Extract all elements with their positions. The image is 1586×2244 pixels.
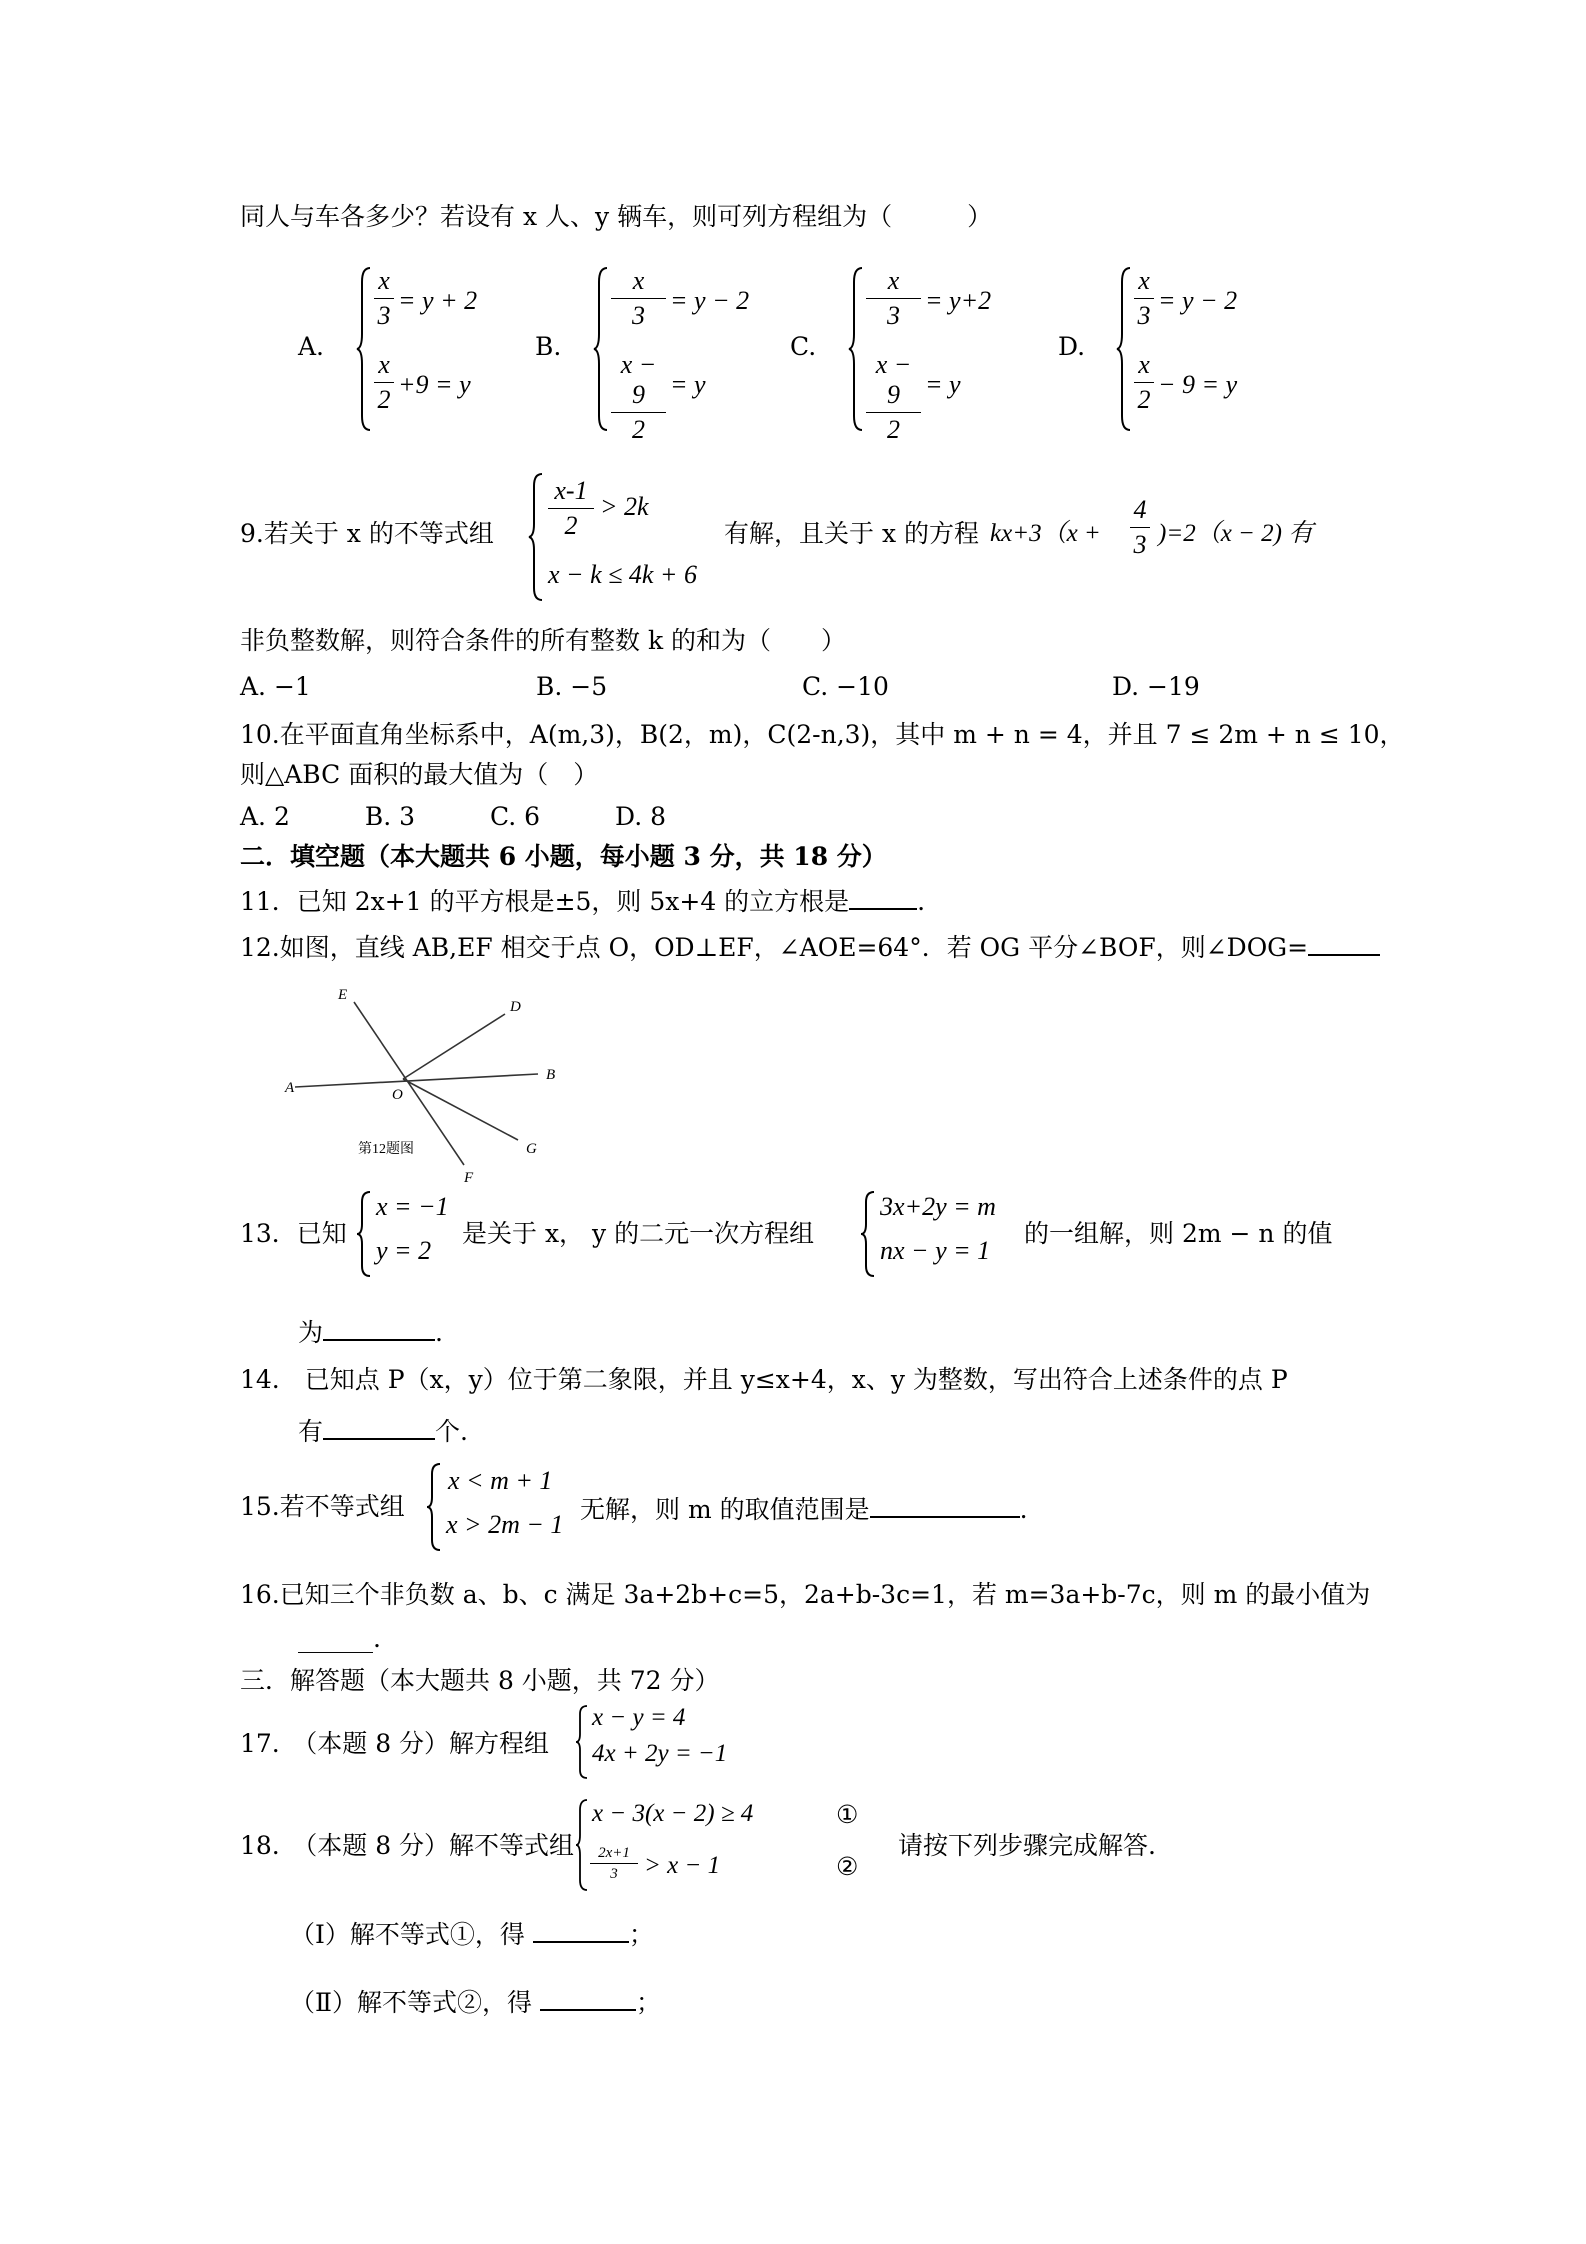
q14-line2-end: 个. [435,1417,468,1446]
figure12-caption: 第12题图 [358,1142,414,1157]
q11-text [240,882,925,919]
q17-prefix: 17. （本题 8 分）解方程组 [240,1729,550,1758]
q8-eq2-rhs: = y [925,370,961,399]
q8-eq1-fraction [1134,266,1154,331]
q18-l2-rhs: > x − 1 [644,1852,721,1879]
ray-od [403,1014,505,1079]
q18-step1-label: （Ⅰ）解不等式①，得 [290,1920,525,1949]
q18-step2-end: ； [635,1988,661,2017]
q14-line2-prefix: 有 [298,1417,324,1446]
q12-stem: 12.如图，直线 AB,EF 相交于点 O，OD⊥EF，∠AOE=64°．若 OG 平分∠BOF，则∠DOG= [240,933,1309,962]
q12-answer-blank [1308,928,1380,956]
q18-l1-mark: ① [836,1800,859,1829]
q17-l2: 4x + 2y = −1 [592,1740,728,1767]
q18-l2-fraction [590,1844,638,1883]
q14-line2 [298,1412,468,1449]
q8-eq1-fraction [611,266,666,331]
q13-sys2-l2: nx − y = 1 [880,1236,991,1265]
q18-l1: x − 3(x − 2) ≥ 4 [592,1800,754,1827]
q8-eq1-num: x [887,266,900,295]
q15-suffix: 无解，则 m 的取值范围是 [580,1495,870,1524]
q9-eq-right: )=2（x − 2) 有 [1158,520,1314,547]
brace-icon [356,1190,372,1278]
q9-option-d: D. −19 [1112,672,1200,701]
q8-eq2-den: 2 [632,415,645,444]
label-e: E [338,987,348,1003]
q17-l1: x − y = 4 [592,1704,686,1731]
q8-eq1-num: x [632,266,645,295]
q8-eq2-fraction [374,350,394,415]
q13-line2-end: . [435,1318,443,1347]
q8-eq1-den: 3 [632,301,645,330]
q13-suffix: 的一组解，则 2m − n 的值 [1024,1219,1333,1248]
q9-ineq1-num: x-1 [554,476,588,505]
label-g: G [526,1141,537,1157]
q8-option-system [593,266,773,444]
brace-icon [860,1190,876,1278]
q13-line2 [298,1313,443,1350]
q8-eq1-rhs: = y − 2 [670,286,750,315]
q8-stem: 同人与车各多少？若设有 x 人、y 辆车，则可列方程组为（ ） [240,202,993,231]
q13-sys1-l2: y = 2 [376,1236,432,1265]
q18-step2-label: （Ⅱ）解不等式②，得 [290,1988,532,2017]
section3-heading: 三．解答题（本大题共 8 小题，共 72 分） [240,1666,720,1695]
q10-line1: 10.在平面直角坐标系中，A(m,3)，B(2，m)，C(2-n,3)，其中 m + n = 4，并且 7 ≤ 2m + n ≤ 10， [240,720,1405,749]
q8-eq1-num: x [378,266,390,295]
q8-option-system [1116,266,1296,432]
q18-step1-blank [533,1915,629,1943]
q15-end: . [1019,1495,1028,1524]
q8-eq1-rhs: = y − 2 [1158,286,1238,315]
label-d: D [510,999,521,1015]
q13-prefix: 13．已知 [240,1219,347,1248]
q9-option-c: C. −10 [802,672,889,701]
q13-sys2-l1: 3x+2y = m [880,1192,996,1221]
q8-eq2-den: 2 [1137,385,1151,414]
label-b: B [546,1067,556,1083]
q11-stem: 11．已知 2x+1 的平方根是±5，则 5x+4 的立方根是 [240,887,850,916]
q13-equation-system [860,1190,1020,1278]
q13-sys1-l1: x = −1 [376,1192,449,1221]
q9-middle: 有解，且关于 x 的方程 [724,519,979,548]
brace-icon [593,266,609,432]
q18-step2 [290,1983,661,2020]
q8-eq1-rhs: = y + 2 [398,286,478,315]
q13-answer-blank [323,1313,435,1341]
q8-eq1-fraction [866,266,921,331]
q15-inequality-system [426,1462,586,1552]
section2-heading: 二．填空题（本大题共 6 小题，每小题 3 分，共 18 分） [240,842,887,871]
q8-eq2-fraction [1134,350,1154,415]
q9-eq-fraction [1130,495,1150,560]
q18-suffix: 请按下列步骤完成解答. [898,1831,1156,1860]
q8-eq2-num: x [1138,350,1150,379]
q15-answer-blank [870,1490,1020,1518]
q9-ineq1-den: 2 [564,511,578,540]
q8-eq1-rhs: = y+2 [925,286,992,315]
brace-icon [1116,266,1132,432]
q9-option-a: A. −1 [240,672,311,701]
q12-text [240,928,1380,965]
q8-eq2-fraction [866,350,921,445]
q13-solution-system [356,1190,476,1278]
q18-step1 [290,1915,654,1952]
brace-icon [426,1462,442,1552]
q16-line2: ______. [298,1624,381,1653]
brace-icon [574,1704,590,1780]
q8-eq2-rhs: − 9 = y [1158,370,1238,399]
q9-eq-frac-num: 4 [1133,495,1147,524]
brace-icon [848,266,864,432]
q8-eq2-num: x − 9 [875,350,912,409]
ray-og [403,1079,518,1140]
q9-eq-left: kx+3（x + [990,520,1101,547]
q15-l1: x < m + 1 [448,1466,553,1495]
q8-eq1-num: x [1138,266,1150,295]
brace-icon [356,266,372,432]
q10-options: A. 2 B. 3 C. 6 D. 8 [240,802,667,831]
q9-prefix: 9.若关于 x 的不等式组 [240,519,494,548]
q9-ineq1-fraction [548,476,594,541]
line-ab [295,1074,538,1087]
q18-inequality-system [574,1798,874,1892]
q14-line1: 14. 已知点 P（x，y）位于第二象限，并且 y≤x+4，x、y 为整数，写出符合上述条件的点 P [240,1365,1288,1394]
q8-option-label: B. [535,332,562,361]
q8-eq2-rhs: +9 = y [398,370,471,399]
figure-12 [270,975,570,1195]
q15-l2: x > 2m − 1 [446,1510,564,1539]
q8-eq2-fraction [611,350,666,445]
q15-suffix-line [580,1490,1028,1527]
q9-option-b: B. −5 [536,672,608,701]
q8-eq2-den: 2 [377,385,391,414]
q18-l2-num: 2x+1 [598,1845,630,1861]
q11-end: . [917,887,926,916]
q18-l2-mark: ② [836,1852,859,1881]
q18-prefix: 18. （本题 8 分）解不等式组 [240,1831,575,1860]
q9-inequality-system [528,472,728,602]
q8-eq1-den: 3 [377,301,391,330]
label-f: F [464,1170,474,1186]
q8-option-label: D. [1058,332,1086,361]
q18-l2-den: 3 [610,1866,618,1882]
label-o: O [392,1087,403,1103]
q8-option-label: A. [298,332,325,361]
q14-answer-blank [323,1412,435,1440]
q9-eq-frac-den: 3 [1133,530,1147,559]
q16-line1: 16.已知三个非负数 a、b、c 满足 3a+2b+c=5，2a+b-3c=1，若 m=3a+b-7c，则 m 的最小值为 [240,1580,1371,1609]
q18-step1-end: ； [628,1920,654,1949]
q13-line2-prefix: 为 [298,1318,324,1347]
q8-eq2-den: 2 [887,415,900,444]
q9-ineq1-rhs: > 2k [600,492,649,521]
q9-ineq2: x − k ≤ 4k + 6 [548,560,697,589]
q8-option-system [848,266,1028,444]
q11-answer-blank [849,882,917,910]
q13-middle: 是关于 x， y 的二元一次方程组 [462,1219,815,1248]
q8-eq1-den: 3 [1137,301,1151,330]
q10-line2: 则△ABC 面积的最大值为（ ） [240,760,599,789]
label-a: A [285,1080,295,1096]
q8-eq2-num: x [378,350,390,379]
q8-option-system [356,266,536,432]
q9-line2: 非负整数解，则符合条件的所有整数 k 的和为（ ） [240,626,847,655]
q15-prefix: 15.若不等式组 [240,1492,405,1521]
brace-icon [574,1798,590,1892]
q8-eq1-fraction [374,266,394,331]
q8-eq2-rhs: = y [670,370,706,399]
brace-icon [528,472,544,602]
q8-option-label: C. [790,332,817,361]
q17-equation-system [574,1704,774,1780]
q8-eq2-num: x − 9 [620,350,657,409]
q18-step2-blank [540,1983,636,2011]
q8-eq1-den: 3 [887,301,900,330]
